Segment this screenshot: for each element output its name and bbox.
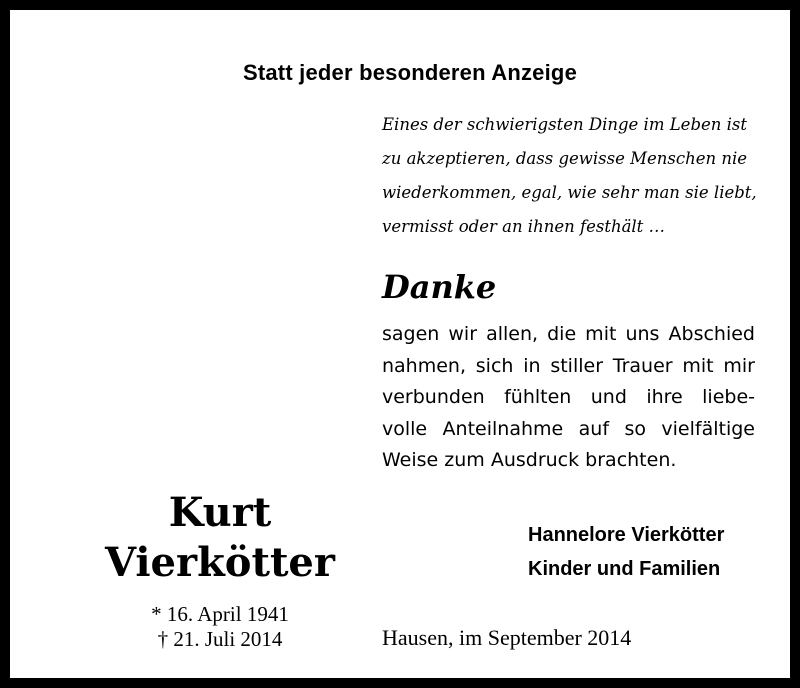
- quote-line: zu akzeptieren, dass gewisse Menschen nie: [382, 149, 748, 168]
- danke-heading: Danke: [382, 268, 497, 306]
- death-date: † 21. Juli 2014: [157, 627, 283, 651]
- quote-block: [382, 108, 782, 244]
- thanks-line: sagen wir allen, die mit uns Abschied: [382, 323, 755, 345]
- place-date: Hausen, im September 2014: [382, 625, 632, 650]
- birth-date: * 16. April 1941: [151, 602, 289, 626]
- thanks-line: Weise zum Ausdruck brachten.: [382, 449, 677, 471]
- signer-family: Kinder und Familien: [528, 558, 721, 580]
- quote-line: wiederkommen, egal, wie sehr man sie liebt,: [382, 183, 757, 202]
- header-notice: Statt jeder besonderen Anzeige: [242, 60, 578, 85]
- thanks-text: [382, 319, 755, 477]
- deceased-last-name: Vierkötter: [105, 539, 335, 586]
- signer-name: Hannelore Vierkötter: [528, 524, 725, 546]
- thanks-line: volle Anteilnahme auf so vielfältige: [382, 417, 755, 440]
- thanks-line: nahmen, sich in stiller Trauer mit mir: [382, 354, 755, 377]
- quote-line: vermisst oder an ihnen festhält …: [382, 217, 666, 236]
- signers-block: [528, 518, 724, 586]
- deceased-first-name: Kurt: [168, 489, 272, 536]
- thanks-line: verbunden fühlten und ihre liebe-: [382, 386, 755, 408]
- quote-line: Eines der schwierigsten Dinge im Leben ist: [382, 115, 748, 134]
